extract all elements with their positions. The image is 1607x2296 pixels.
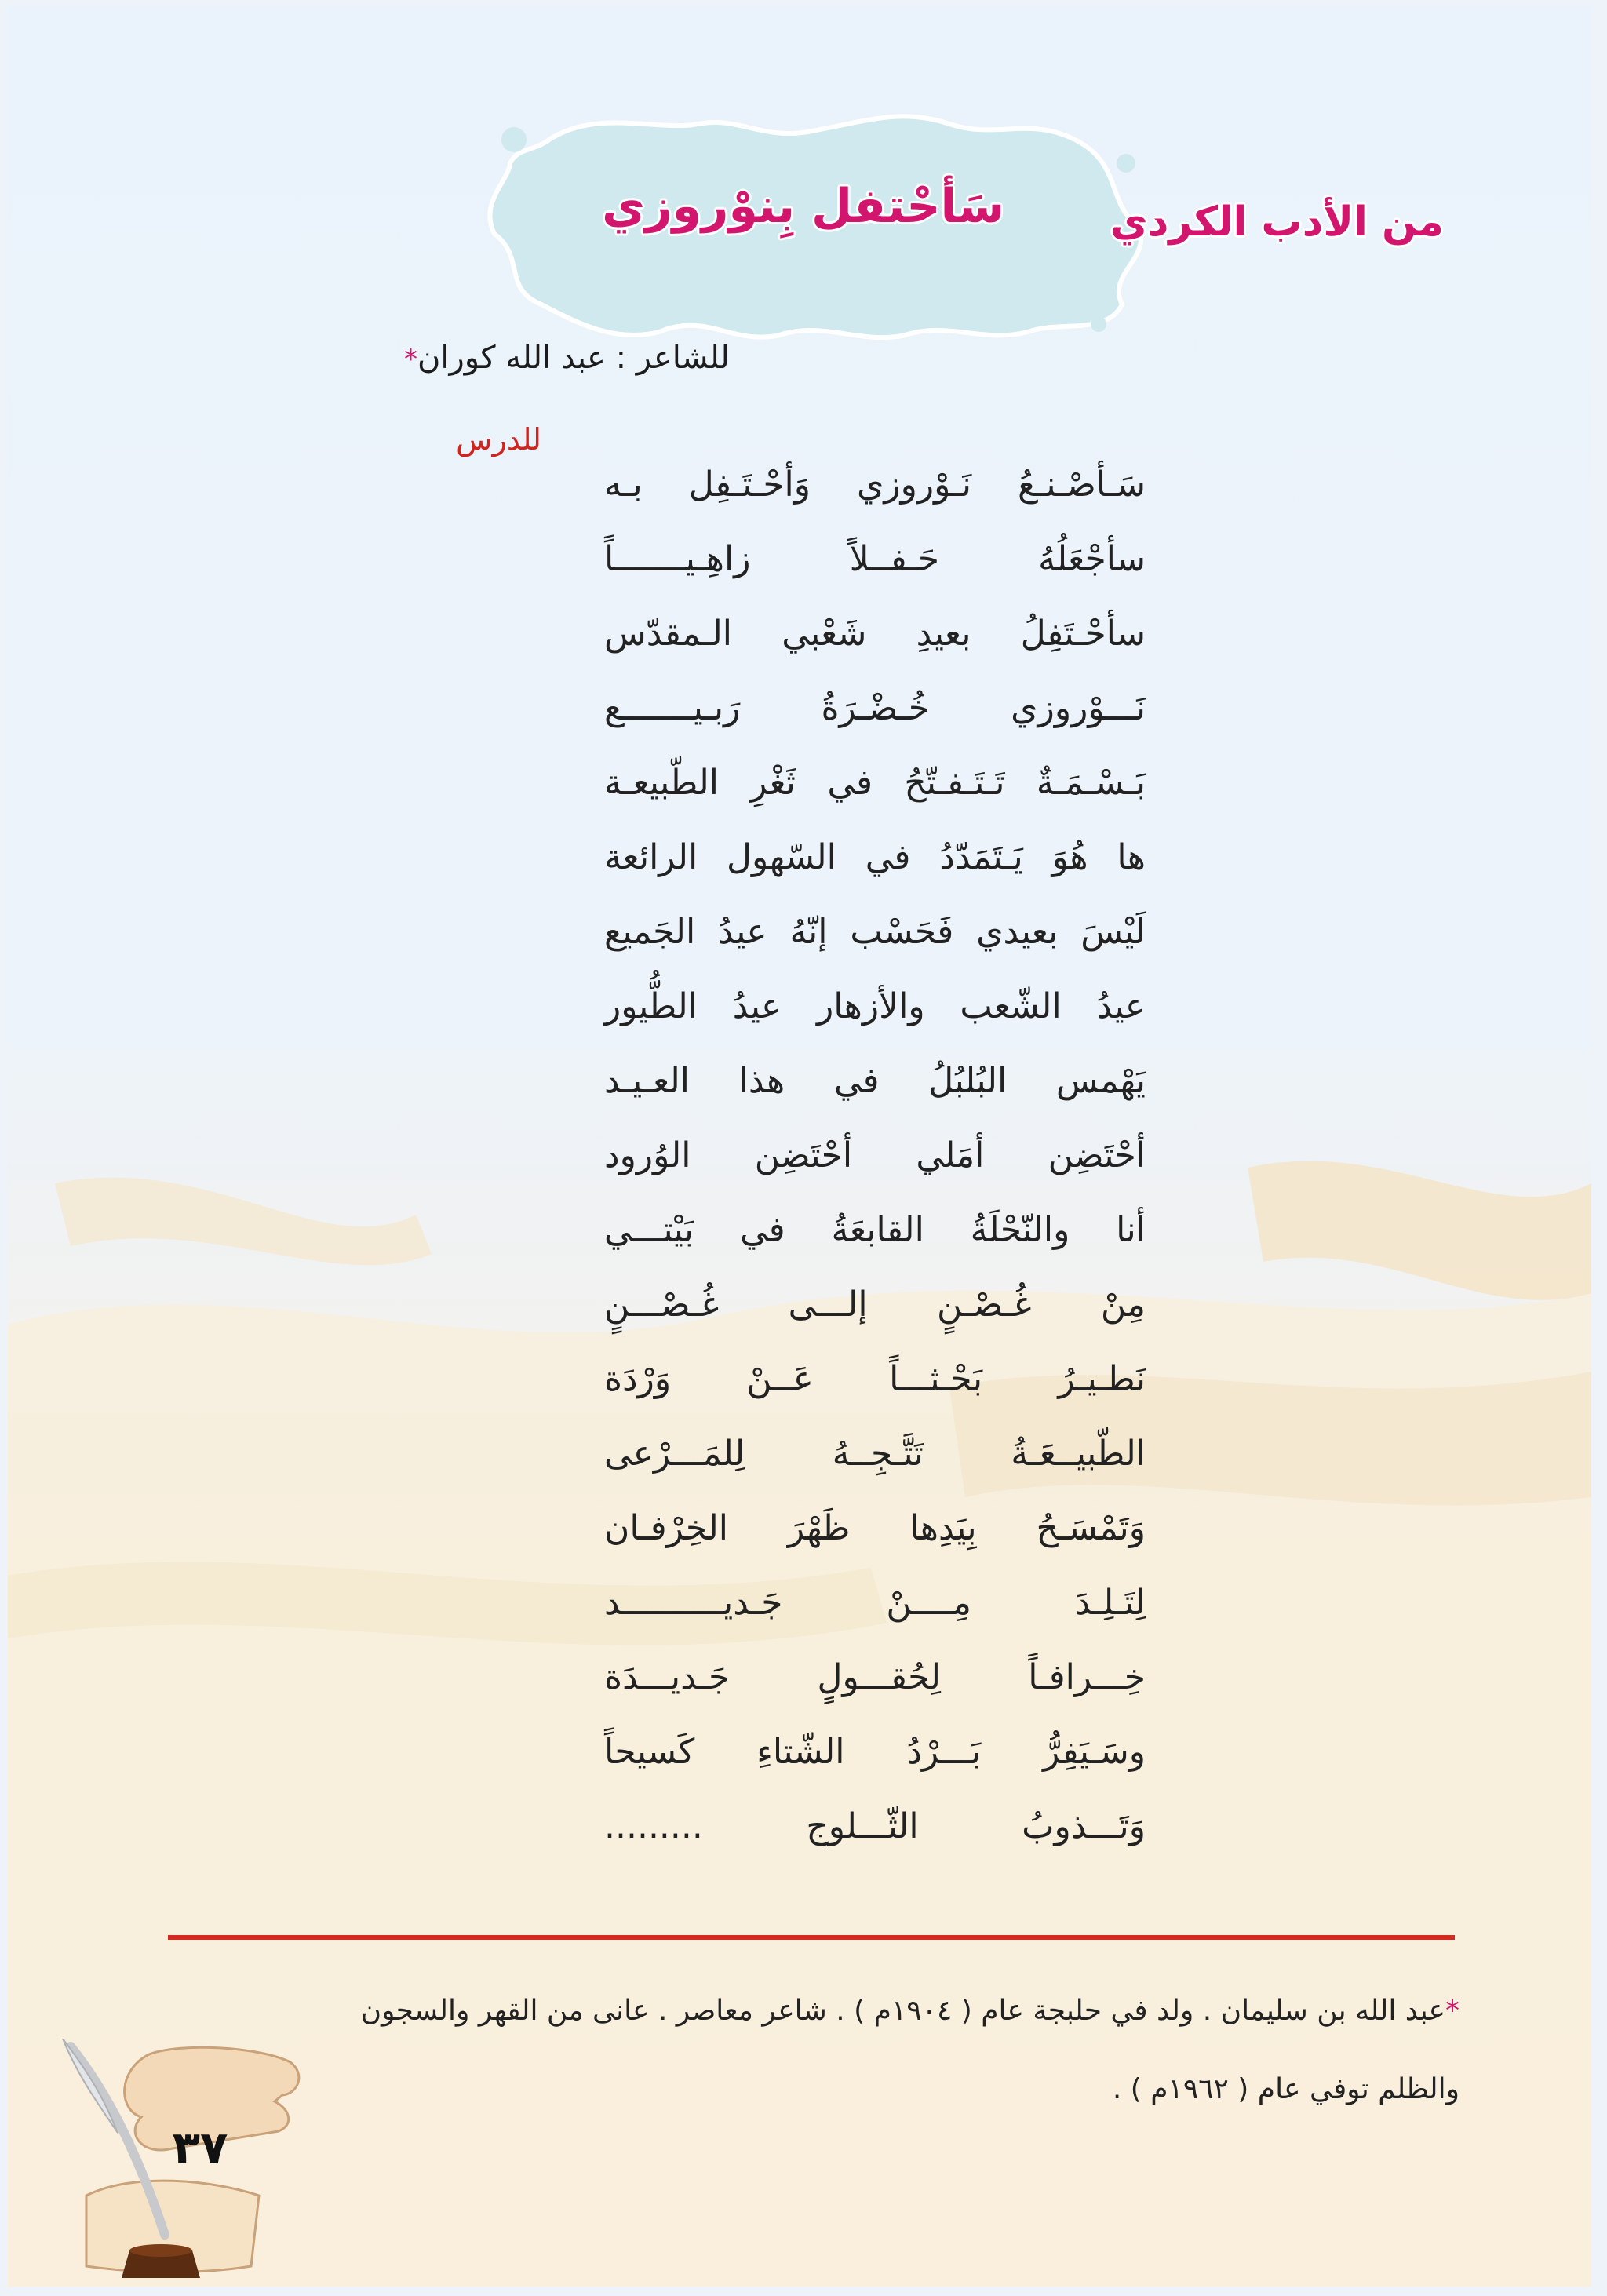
footnote-text: عبد الله بن سليمان . ولد في حلبجة عام ( ١٩٠٤م ) . شاعر معاصر . عانى من القهر والسجون — [360, 1995, 1445, 2027]
poem-line: وَتَـــذوبُ الثّـــلوج ......... — [604, 1806, 1146, 1846]
footnote — [165, 1972, 1459, 2129]
textbook-page — [8, 6, 1591, 2287]
page-number: ٣٧ — [172, 2121, 228, 2174]
poet-line: للشاعر : عبد الله كوران — [417, 340, 730, 376]
poem-line: سَـأصْـنـعُ نَـوْروزي وَأحْـتَـفِل بـه — [604, 465, 1146, 505]
poem-line: الطّبيــعَـةُ تَتَّـجِــهُ لِلمَـــرْعى — [604, 1434, 1146, 1474]
footnote-divider — [168, 1935, 1455, 1940]
footnote-line-2: والظلم توفي عام ( ١٩٦٢م ) . — [1112, 2073, 1459, 2105]
footnote-line-1 — [165, 1972, 1459, 2050]
poem-line: ها هُوَ يَـتَمَدّدُ في السّهول الرائعة — [604, 837, 1146, 877]
poem-line: بَـسْـمَـةٌ تَـتَـفـتّحُ في ثَغْرِ الطّبيعـة — [604, 763, 1146, 803]
poem-line: نَـــوْروزي خُـضْـرَةُ رَبـيـــــــع — [604, 688, 1146, 728]
poem-line: سأجْعَلُهُ حَـفــلاً زاهِـيـــــــاً — [604, 539, 1146, 579]
poet-credit — [337, 340, 730, 376]
poem-line: لَيْسَ بعيدي فَحَسْب إنّهُ عيدُ الجَميع — [604, 912, 1146, 952]
poem-line: أنا والنّحْلَةُ القابعَةُ في بَيْتـــي — [604, 1210, 1146, 1250]
lesson-label: للدرس — [456, 422, 541, 457]
poem-line: أحْتَضِن أمَلي أحْتَضِن الوُرود — [604, 1135, 1146, 1175]
lesson-title: سَأحْتفل بِنوْروزي — [602, 179, 1004, 234]
footnote-marker: * — [1445, 1995, 1459, 2027]
section-label: من الأدب الكردي — [1110, 199, 1444, 246]
poem — [604, 457, 1146, 1874]
poem-line: خِـــرافـاً لِحُقـــولٍ جَـديـــدَة — [604, 1657, 1146, 1697]
poem-line: لِتَـلِـدَ مِــــنْ جَـديــــــــــد — [604, 1583, 1146, 1623]
poem-line: عيدُ الشّعب والأزهار عيدُ الطُّيور — [604, 986, 1146, 1026]
poem-line: وسَـيَفِرُّ بَـــرْدُ الشّتاءِ كَسيحاً — [604, 1732, 1146, 1772]
footnote-marker: * — [403, 344, 417, 375]
poem-line: يَهْمس البُلبُلُ في هذا العـيـد — [604, 1061, 1146, 1101]
poem-line: وَتَمْسَـحُ بِيَدِها ظَهْرَ الخِرْفـان — [604, 1508, 1146, 1548]
poem-line: نَطـيـرُ بَحْـثـــاً عَــنْ وَرْدَة — [604, 1359, 1146, 1399]
poem-line: مِنْ غُـصْـنٍ إلـــى غُـصْـــنٍ — [604, 1285, 1146, 1325]
poem-line: سأحْـتَفِلُ بعيدِ شَعْبي الـمقدّس — [604, 614, 1146, 654]
